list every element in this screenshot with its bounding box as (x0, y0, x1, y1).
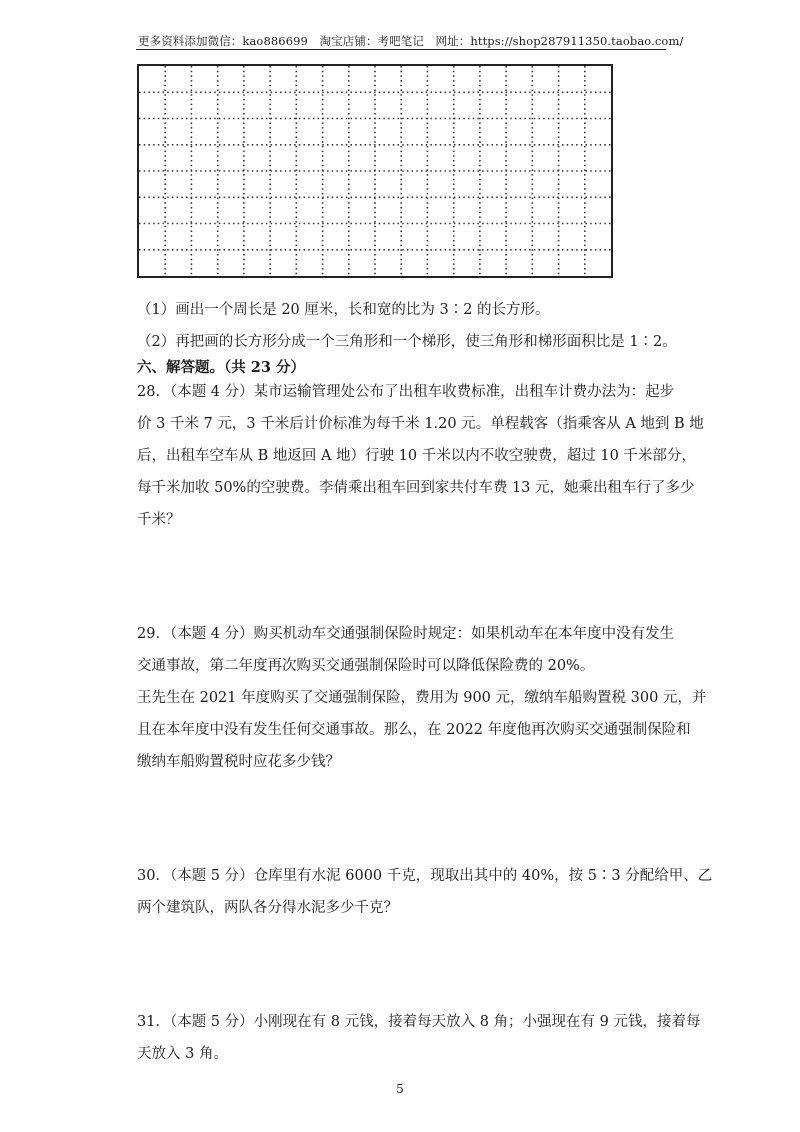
dotted-grid-paper (137, 64, 613, 278)
question-line: 30．（本题 5 分）仓库里有水泥 6000 千克，现取出其中的 40%，按 5∶3 分配给甲、乙 (137, 868, 713, 884)
question-line: 28．（本题 4 分）某市运输管理处公布了出租车收费标准，出租车计费办法为：起步 (137, 384, 675, 400)
header-rule (136, 49, 666, 50)
page-number: 5 (396, 1082, 404, 1096)
question-line: 缴纳车船购置税时应花多少钱？ (137, 754, 340, 770)
task-2: （2）再把画的长方形分成一个三角形和一个梯形，使三角形和梯形面积比是 1∶2。 (137, 334, 677, 350)
question-line: 每千米加收 50%的空驶费。李倩乘出租车回到家共付车费 13 元，她乘出租车行了多少 (137, 480, 695, 496)
question-line: 天放入 3 角。 (137, 1046, 228, 1062)
question-line: 且在本年度中没有发生任何交通事故。那么，在 2022 年度他再次购买交通强制保险和 (137, 722, 691, 738)
question-line: 后，出租车空车从 B 地返回 A 地）行驶 10 千米以内不收空驶费，超过 10 千米部分， (137, 448, 696, 464)
section-title: 六、解答题。（共 23 分） (137, 359, 306, 376)
question-line: 王先生在 2021 年度购买了交通强制保险，费用为 900 元，缴纳车船购置税 300 元，并 (137, 690, 707, 706)
question-line: 两个建筑队，两队各分得水泥多少千克？ (137, 900, 398, 916)
question-line: 交通事故，第二年度再次购买交通强制保险时可以降低保险费的 20%。 (137, 658, 595, 674)
question-31 (137, 1006, 701, 1070)
question-line: 价 3 千米 7 元，3 千米后计价标准为每千米 1.20 元。单程载客（指乘客从 A 地到 B 地 (137, 416, 704, 432)
question-line: 千米？ (137, 512, 181, 528)
question-29 (137, 618, 707, 778)
page-header: 更多资料添加微信：kao886699 淘宝店铺：考吧笔记 网址：https://shop287911350.taobao.com/ (138, 34, 684, 48)
question-line: 29．（本题 4 分）购买机动车交通强制保险时规定：如果机动车在本年度中没有发生 (137, 626, 675, 642)
question-line: 31．（本题 5 分）小刚现在有 8 元钱，接着每天放入 8 角；小强现在有 9 元钱，接着每 (137, 1014, 701, 1030)
question-28 (137, 376, 704, 536)
grid-dots (139, 66, 611, 276)
question-30 (137, 860, 713, 924)
task-1: （1）画出一个周长是 20 厘米，长和宽的比为 3∶2 的长方形。 (137, 302, 550, 318)
